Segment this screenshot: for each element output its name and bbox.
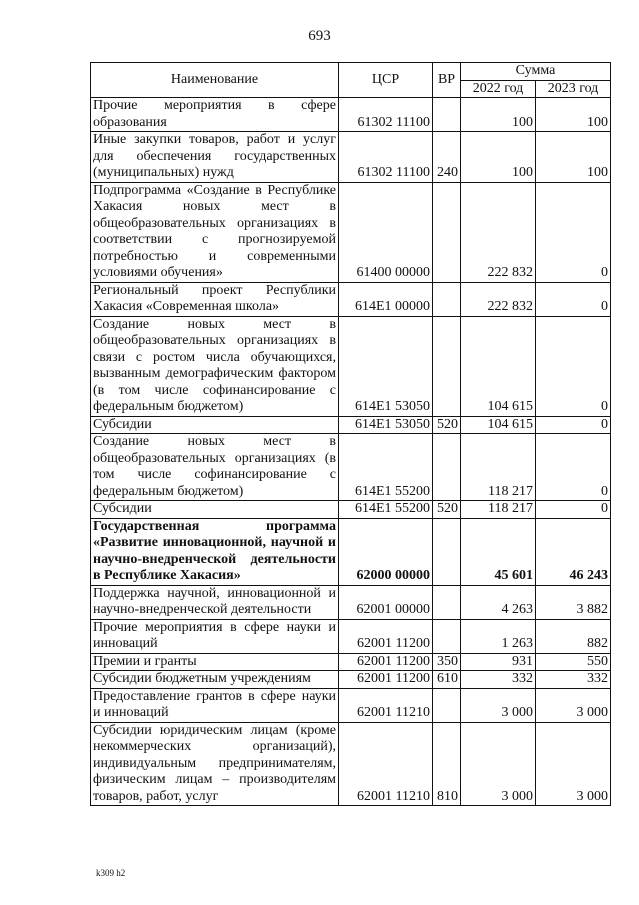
cell-2023: 3 000 bbox=[536, 688, 611, 722]
cell-vr bbox=[433, 688, 461, 722]
cell-csr: 614E1 55200 bbox=[339, 501, 433, 519]
cell-csr: 614E1 00000 bbox=[339, 282, 433, 316]
cell-name: Премии и гранты bbox=[91, 653, 339, 671]
table-row bbox=[91, 518, 611, 585]
cell-name: Подпрограмма «Создание в Республике Хакасия новых мест в общеобразовательных организациях в соответствии с прогнозируемой потребностью и современными условиями обучения» bbox=[91, 182, 339, 282]
cell-vr: 350 bbox=[433, 653, 461, 671]
table-row bbox=[91, 585, 611, 619]
cell-2022: 100 bbox=[461, 132, 536, 183]
header-year-2023: 2023 год bbox=[536, 80, 611, 98]
table-row bbox=[91, 434, 611, 501]
cell-vr bbox=[433, 282, 461, 316]
cell-2022: 3 000 bbox=[461, 722, 536, 806]
cell-2023: 0 bbox=[536, 416, 611, 434]
cell-vr bbox=[433, 585, 461, 619]
cell-csr: 62001 00000 bbox=[339, 585, 433, 619]
cell-name: Субсидии bbox=[91, 416, 339, 434]
cell-2023: 100 bbox=[536, 98, 611, 132]
cell-2022: 118 217 bbox=[461, 501, 536, 519]
cell-2022: 100 bbox=[461, 98, 536, 132]
table-row bbox=[91, 182, 611, 282]
cell-2023: 882 bbox=[536, 619, 611, 653]
cell-2023: 550 bbox=[536, 653, 611, 671]
cell-vr bbox=[433, 316, 461, 416]
cell-2022: 45 601 bbox=[461, 518, 536, 585]
cell-csr: 61400 00000 bbox=[339, 182, 433, 282]
cell-vr: 240 bbox=[433, 132, 461, 183]
cell-vr: 520 bbox=[433, 416, 461, 434]
cell-name: Региональный проект Республики Хакасия «Современная школа» bbox=[91, 282, 339, 316]
header-vr: ВР bbox=[433, 63, 461, 98]
footer-code: k309 h2 bbox=[96, 868, 126, 878]
cell-2022: 104 615 bbox=[461, 416, 536, 434]
cell-name: Субсидии bbox=[91, 501, 339, 519]
cell-vr bbox=[433, 518, 461, 585]
table-row bbox=[91, 282, 611, 316]
cell-2022: 3 000 bbox=[461, 688, 536, 722]
cell-2022: 222 832 bbox=[461, 282, 536, 316]
header-name: Наименование bbox=[91, 63, 339, 98]
cell-2023: 100 bbox=[536, 132, 611, 183]
cell-2023: 46 243 bbox=[536, 518, 611, 585]
cell-name: Субсидии юридическим лицам (кроме некоммерческих организаций), индивидуальным предпринимателям, физическим лицам – производителям товаров, работ, услуг bbox=[91, 722, 339, 806]
cell-csr: 614E1 55200 bbox=[339, 434, 433, 501]
cell-2022: 4 263 bbox=[461, 585, 536, 619]
table-row bbox=[91, 316, 611, 416]
cell-csr: 61302 11100 bbox=[339, 98, 433, 132]
page-number: 693 bbox=[308, 28, 331, 44]
cell-name: Создание новых мест в общеобразовательных организациях (в том числе софинансирование с федеральным бюджетом) bbox=[91, 434, 339, 501]
table-row bbox=[91, 653, 611, 671]
cell-name: Создание новых мест в общеобразовательных организациях в связи с ростом числа обучающихся, вызванным демографическим фактором (в том числе софинансирование с федеральным бюджетом) bbox=[91, 316, 339, 416]
cell-name: Субсидии бюджетным учреждениям bbox=[91, 671, 339, 689]
cell-vr: 610 bbox=[433, 671, 461, 689]
cell-2023: 0 bbox=[536, 182, 611, 282]
cell-vr bbox=[433, 182, 461, 282]
cell-2022: 1 263 bbox=[461, 619, 536, 653]
table-row bbox=[91, 671, 611, 689]
cell-csr: 62000 00000 bbox=[339, 518, 433, 585]
budget-table bbox=[90, 62, 611, 806]
cell-2022: 332 bbox=[461, 671, 536, 689]
cell-csr: 62001 11200 bbox=[339, 619, 433, 653]
cell-2023: 0 bbox=[536, 434, 611, 501]
cell-vr bbox=[433, 434, 461, 501]
cell-name: Поддержка научной, инновационной и научно-внедренческой деятельности bbox=[91, 585, 339, 619]
cell-name: Государственная программа «Развитие инновационной, научной и научно-внедренческой деятельности в Республике Хакасия» bbox=[91, 518, 339, 585]
cell-2022: 222 832 bbox=[461, 182, 536, 282]
cell-2023: 332 bbox=[536, 671, 611, 689]
header-sum: Сумма bbox=[461, 63, 611, 81]
cell-2022: 118 217 bbox=[461, 434, 536, 501]
table-row bbox=[91, 722, 611, 806]
table-row bbox=[91, 98, 611, 132]
cell-vr: 520 bbox=[433, 501, 461, 519]
table-row bbox=[91, 688, 611, 722]
cell-2023: 3 882 bbox=[536, 585, 611, 619]
cell-name: Прочие мероприятия в сфере науки и инноваций bbox=[91, 619, 339, 653]
cell-2023: 0 bbox=[536, 316, 611, 416]
cell-csr: 62001 11200 bbox=[339, 671, 433, 689]
table-header bbox=[91, 63, 611, 98]
cell-vr: 810 bbox=[433, 722, 461, 806]
cell-2022: 104 615 bbox=[461, 316, 536, 416]
table-row bbox=[91, 501, 611, 519]
cell-csr: 614E1 53050 bbox=[339, 416, 433, 434]
cell-2023: 0 bbox=[536, 501, 611, 519]
cell-csr: 61302 11100 bbox=[339, 132, 433, 183]
cell-csr: 614E1 53050 bbox=[339, 316, 433, 416]
header-year-2022: 2022 год bbox=[461, 80, 536, 98]
cell-csr: 62001 11200 bbox=[339, 653, 433, 671]
cell-2023: 0 bbox=[536, 282, 611, 316]
cell-csr: 62001 11210 bbox=[339, 688, 433, 722]
cell-vr bbox=[433, 98, 461, 132]
table-row bbox=[91, 619, 611, 653]
table-row bbox=[91, 132, 611, 183]
cell-2023: 3 000 bbox=[536, 722, 611, 806]
cell-csr: 62001 11210 bbox=[339, 722, 433, 806]
cell-name: Прочие мероприятия в сфере образования bbox=[91, 98, 339, 132]
table-row bbox=[91, 416, 611, 434]
header-csr: ЦСР bbox=[339, 63, 433, 98]
cell-name: Предоставление грантов в сфере науки и инноваций bbox=[91, 688, 339, 722]
table-body bbox=[91, 98, 611, 806]
cell-vr bbox=[433, 619, 461, 653]
cell-name: Иные закупки товаров, работ и услуг для обеспечения государственных (муниципальных) нужд bbox=[91, 132, 339, 183]
cell-2022: 931 bbox=[461, 653, 536, 671]
